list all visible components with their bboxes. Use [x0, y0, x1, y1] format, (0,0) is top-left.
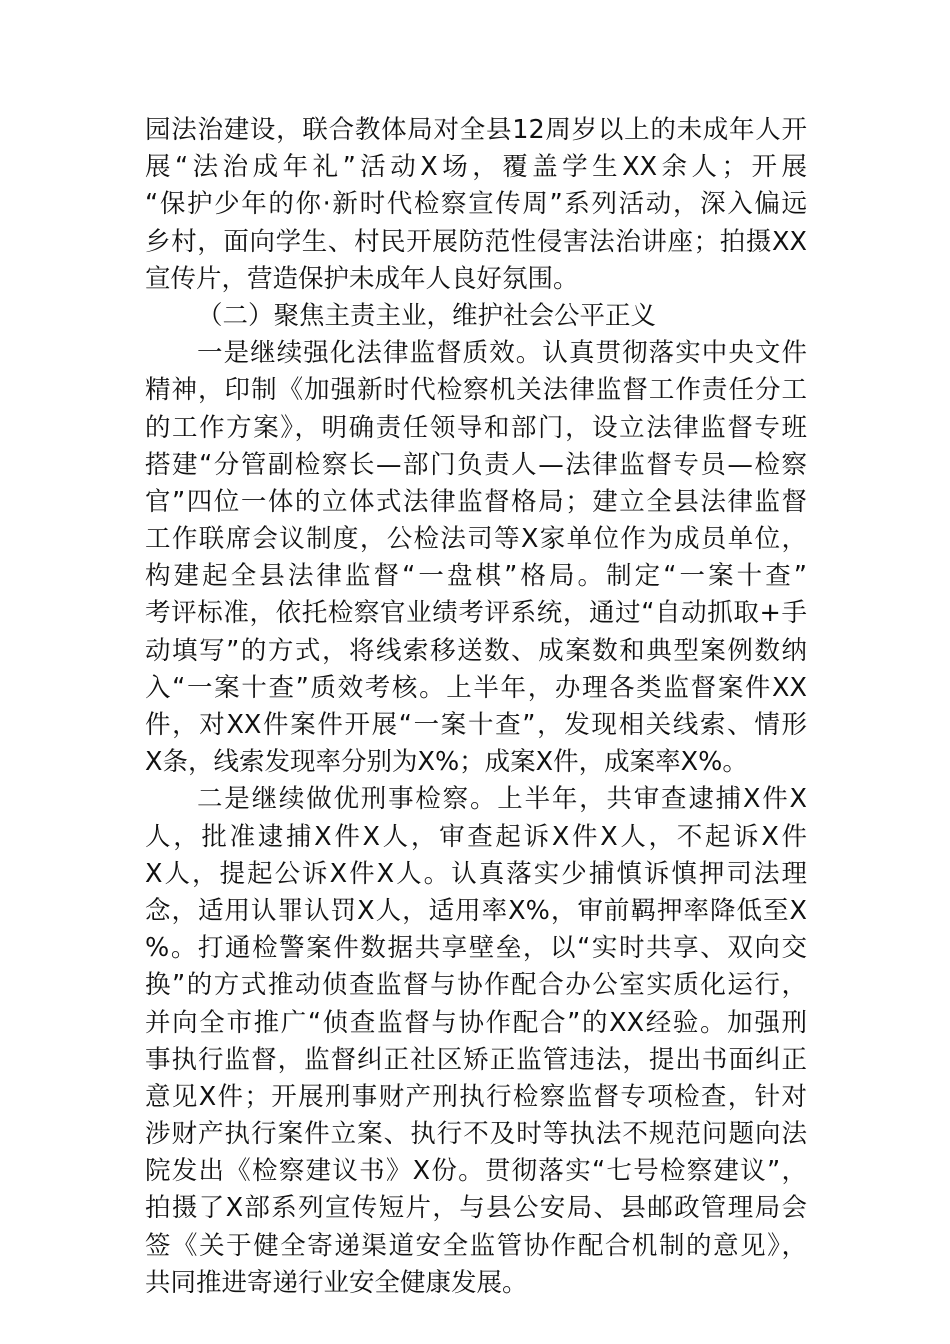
- paragraph-line: X条，线索发现率分别为X%；成案X件，成案率X%。: [145, 747, 748, 778]
- paragraph-line: 入“一案十查”质效考核。上半年，办理各类监督案件XX: [145, 672, 807, 703]
- paragraph-line: 展“法治成年礼”活动X场，覆盖学生XX余人；开展: [145, 152, 807, 183]
- paragraph-1: [145, 112, 807, 298]
- paragraph-line: 件，对XX件案件开展“一案十查”，发现相关线索、情形: [145, 710, 807, 740]
- paragraph-line: 工作联席会议制度，公检法司等X家单位作为成员单位，: [145, 524, 807, 555]
- paragraph-line: 换”的方式推动侦查监督与协作配合办公室实质化运行，: [145, 970, 807, 1001]
- paragraph-line: 构建起全县法律监督“一盘棋”格局。制定“一案十查”: [145, 561, 807, 592]
- paragraph-line: 园法治建设，联合教体局对全县12周岁以上的未成年人开: [145, 115, 807, 145]
- paragraph-2: [145, 335, 807, 781]
- paragraph-line: 涉财产执行案件立案、执行不及时等执法不规范问题向法: [145, 1119, 807, 1150]
- paragraph-line: 搭建“分管副检察长—部门负责人—法律监督专员—检察: [145, 449, 807, 480]
- paragraph-line: 一是继续强化法律监督质效。认真贯彻落实中央文件: [197, 338, 807, 369]
- paragraph-line: 考评标准，依托检察官业绩考评系统，通过“自动抓取+手: [145, 598, 807, 629]
- paragraph-line: 共同推进寄递行业安全健康发展。: [145, 1267, 528, 1298]
- paragraph-line: 院发出《检察建议书》X份。贯彻落实“七号检察建议”，: [145, 1156, 807, 1187]
- paragraph-line: 精神，印制《加强新时代检察机关法律监督工作责任分工: [145, 375, 807, 406]
- paragraph-line: X人，提起公诉X件X人。认真落实少捕慎诉慎押司法理: [145, 858, 807, 889]
- paragraph-line: “保护少年的你·新时代检察宣传周”系列活动，深入偏远: [145, 189, 807, 220]
- paragraph-line: 拍摄了X部系列宣传短片，与县公安局、县邮政管理局会: [145, 1193, 807, 1224]
- paragraph-3: [145, 781, 807, 1302]
- paragraph-line: 念，适用认罪认罚X人，适用率X%，审前羁押率降低至X: [145, 895, 807, 926]
- paragraph-line: 人，批准逮捕X件X人，审查起诉X件X人，不起诉X件: [145, 821, 807, 852]
- paragraph-line: 的工作方案》，明确责任领导和部门，设立法律监督专班: [145, 412, 807, 443]
- paragraph-line: 乡村，面向学生、村民开展防范性侵害法治讲座；拍摄XX: [145, 226, 807, 257]
- paragraph-line: 签《关于健全寄递渠道安全监管协作配合机制的意见》，: [145, 1230, 807, 1261]
- paragraph-line: 并向全市推广“侦查监督与协作配合”的XX经验。加强刑: [145, 1007, 807, 1038]
- paragraph-line: 官”四位一体的立体式法律监督格局；建立全县法律监督: [145, 486, 807, 517]
- paragraph-line: 宣传片，营造保护未成年人良好氛围。: [145, 263, 579, 294]
- paragraph-line: 动填写”的方式，将线索移送数、成案数和典型案例数纳: [145, 635, 807, 666]
- paragraph-line: 事执行监督，监督纠正社区矫正监管违法，提出书面纠正: [145, 1044, 807, 1075]
- paragraph-line: 意见X件；开展刑事财产刑执行检察监督专项检查，针对: [145, 1081, 807, 1112]
- paragraph-line: 二是继续做优刑事检察。上半年，共审查逮捕X件X: [197, 784, 807, 815]
- paragraph-line: %。打通检警案件数据共享壁垒，以“实时共享、双向交: [145, 933, 807, 964]
- section-heading: （二）聚焦主责主业，维护社会公平正义: [197, 300, 657, 331]
- document-body: [145, 112, 807, 1302]
